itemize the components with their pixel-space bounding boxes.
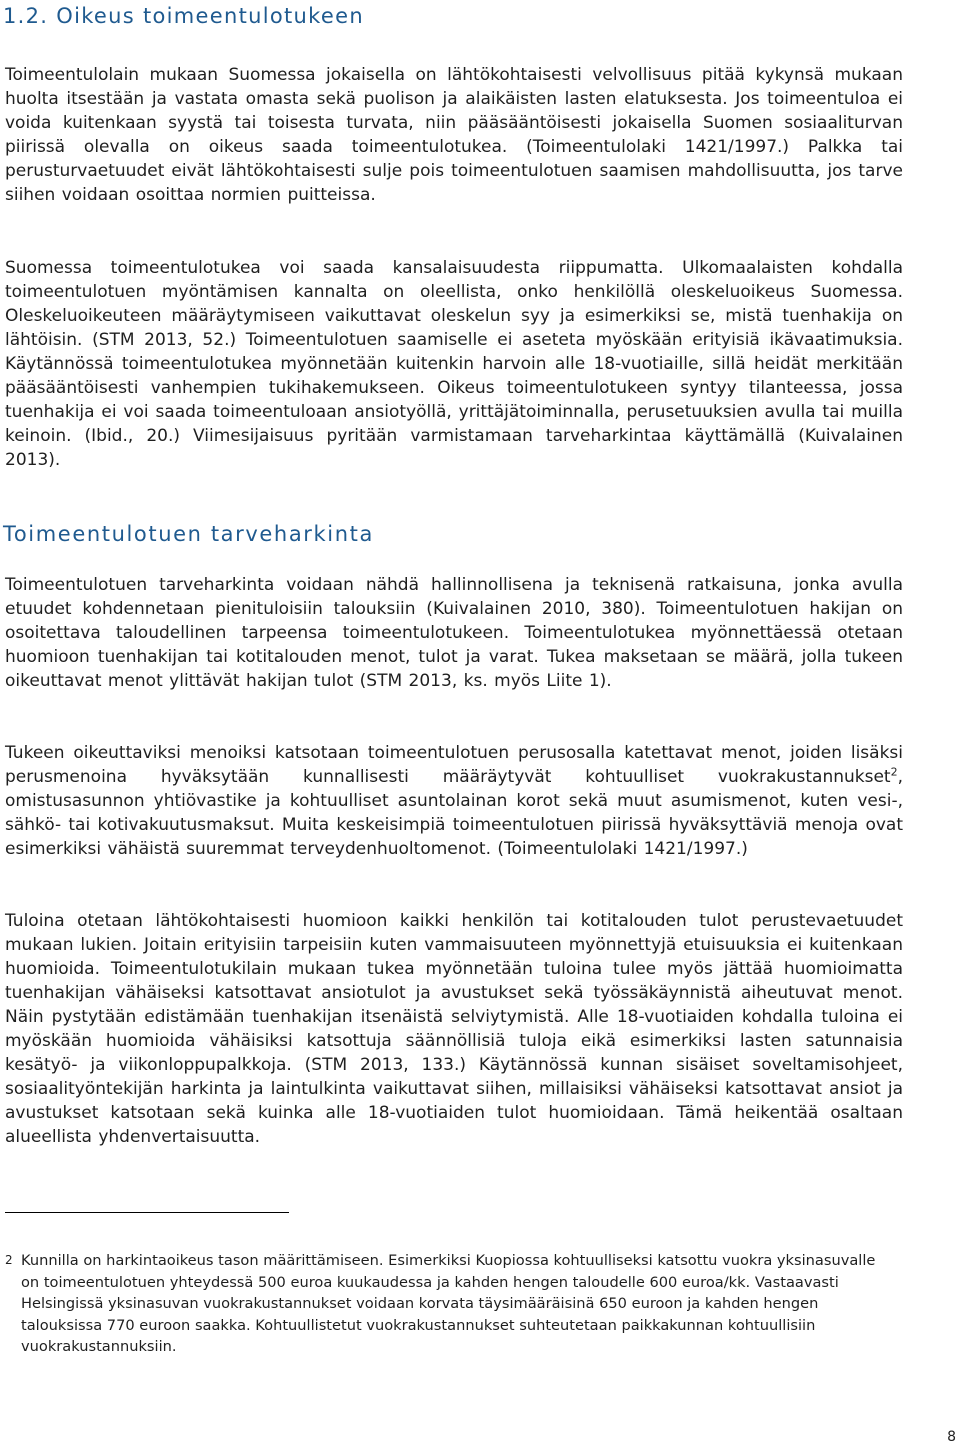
- paragraph-tulot: Tuloina otetaan lähtökohtaisesti huomioon kaikki henkilön tai kotitalouden tulot perustevaetuudet mukaan lukien. Joitain erityisiin tarpeisiin kuten vammaisuuteen myönnettyjä etuisuuksia ei kuitenkaan huomioida. Toimeentulotukilain mukaan tukea myönnetään tuloina tulee myös jättää huomioimatta tuenhakijan vähäiseksi katsottavat ansiotulot ja avustukset sekä työssäkäynnistä aiheutuvat menot. Näin pystytään edistämään tuenhakijan itsenäistä selviytymistä. Alle 18-vuotiaiden kohdalla tuloina ei myöskään huomioida vähäisiksi katsottuja säännöllisiä tuloja eikä esimerkiksi lasten satunnaisia kesätyö- ja viikonloppupalkkoja. (STM 2013, 133.) Käytännössä kunnan sisäiset soveltamisohjeet, sosiaalityöntekijän harkinta ja laintulkinta vaikuttavat siihen, millaisiksi vähäiseksi katsottavat ansiot ja avustukset katsotaan sekä kuinka alle 18-vuotiaiden tulot huomioidaan. Tämä heikentää osaltaan alueellista yhdenvertaisuutta.: [5, 911, 903, 1147]
- footnote-text: Kunnilla on harkintaoikeus tason määrittämiseen. Esimerkiksi Kuopiossa kohtuulliseksi katsottu vuokra yksinasuvalle on toimeentulotuen yhteydessä 500 euroa kuukaudessa ja kahden hengen taloudelle 600 euroa/kk. Vastaavasti Helsingissä yksinasuvan vuokrakustannukset voidaan korvata täysimääräisinä 650 euroon ja kahden hengen talouksissa 770 euroon saakka. Kohtuullistetut vuokrakustannukset suhteutetaan paikkakunnan kohtuullisiin vuokrakustannuksiin.: [21, 1252, 876, 1355]
- paragraph-kansalaisuus: Suomessa toimeentulotukea voi saada kansalaisuudesta riippumatta. Ulkomaalaisten kohdalla toimeentulotuen myöntämisen kannalta on oleellista, onko henkilöllä oleskeluoikeus Suomessa. Oleskeluoikeuteen määräytymiseen vaikuttavat oleskelun syy ja esimerkiksi se, mistä tuenhakija on lähtöisin. (STM 2013, 52.) Toimeentulotuen saamiselle ei aseteta myöskään erityisiä ikävaatimuksia. Käytännössä toimeentulotukea myönnetään kuitenkin harvoin alle 18-vuotiaille, sillä heidät merkitään pääsääntöisesti vanhempien tukihakemukseen. Oikeus toimeentulotukeen syntyy tilanteessa, jossa tuenhakija ei voi saada toimeentuloaan ansiotyöllä, yrittäjätoiminnalla, perusetuuksien avulla tai muilla keinoin. (Ibid., 20.) Viimesijaisuus pyritään varmistamaan tarveharkintaa käyttämällä (Kuivalainen 2013).: [5, 258, 903, 470]
- menot-text-end: , omistusasunnon yhtiövastike ja kohtuulliset asuntolainan korot sekä muut asumismenot, kuten vesi-, sähkö- tai kotivakuutusmaksut. Muita keskeisimpiä toimeentulotuen piirissä hyväksyttäviä menoja ovat esimerkiksi vähäistä suuremmat terveydenhuoltomenot. (Toimeentulolaki 1421/1997.): [5, 767, 903, 859]
- footnote: [5, 1250, 895, 1358]
- subsection-heading: Toimeentulotuen tarveharkinta: [3, 522, 374, 546]
- page-number: 8: [947, 1429, 956, 1445]
- paragraph-tarveharkinta: Toimeentulotuen tarveharkinta voidaan nähdä hallinnollisena ja teknisenä ratkaisuna, jonka avulla etuudet kohdennetaan pienituloisiin talouksiin (Kuivalainen 2010, 380). Toimeentulotuen hakijan on osoitettava taloudellinen tarpeensa toimeentulotukeen. Toimeentulotukea myönnettäessä otetaan huomioon tuenhakijan tai kotitalouden menot, tulot ja varat. Tukea maksetaan se määrä, jolla tukeen oikeuttavat menot ylittävät hakijan tulot (STM 2013, ks. myös Liite 1).: [5, 575, 903, 691]
- footnote-divider: [5, 1212, 289, 1213]
- paragraph-velvollisuus: Toimeentulolain mukaan Suomessa jokaisella on lähtökohtaisesti velvollisuus pitää kykynsä mukaan huolta itsestään ja vastata omasta sekä puolison ja alaikäisten lasten elatuksesta. Jos toimeentuloa ei voida kuitenkaan syystä tai toisesta turvata, niin pääsääntöisesti jokaisella Suomen sosiaaliturvan piirissä olevalla on oikeus saada toimeentulotukea. (Toimeentulolaki 1421/1997.) Palkka tai perusturvaetuudet eivät lähtökohtaisesti sulje pois toimeentulotuen saamisen mahdollisuutta, jos tarve siihen voidaan osoittaa normien puitteissa.: [5, 65, 903, 205]
- footnote-number: 2: [5, 1253, 13, 1267]
- menot-text-start: Tukeen oikeuttaviksi menoiksi katsotaan toimeentulotuen perusosalla katettavat menot, joiden lisäksi perusmenoina hyväksytään kunnallisesti määräytyvät kohtuulliset vuokrakustannukset: [5, 743, 903, 787]
- footnote-reference: 2: [890, 765, 898, 779]
- paragraph-menot: [5, 741, 903, 861]
- section-heading: 1.2. Oikeus toimeentulotukeen: [3, 4, 364, 28]
